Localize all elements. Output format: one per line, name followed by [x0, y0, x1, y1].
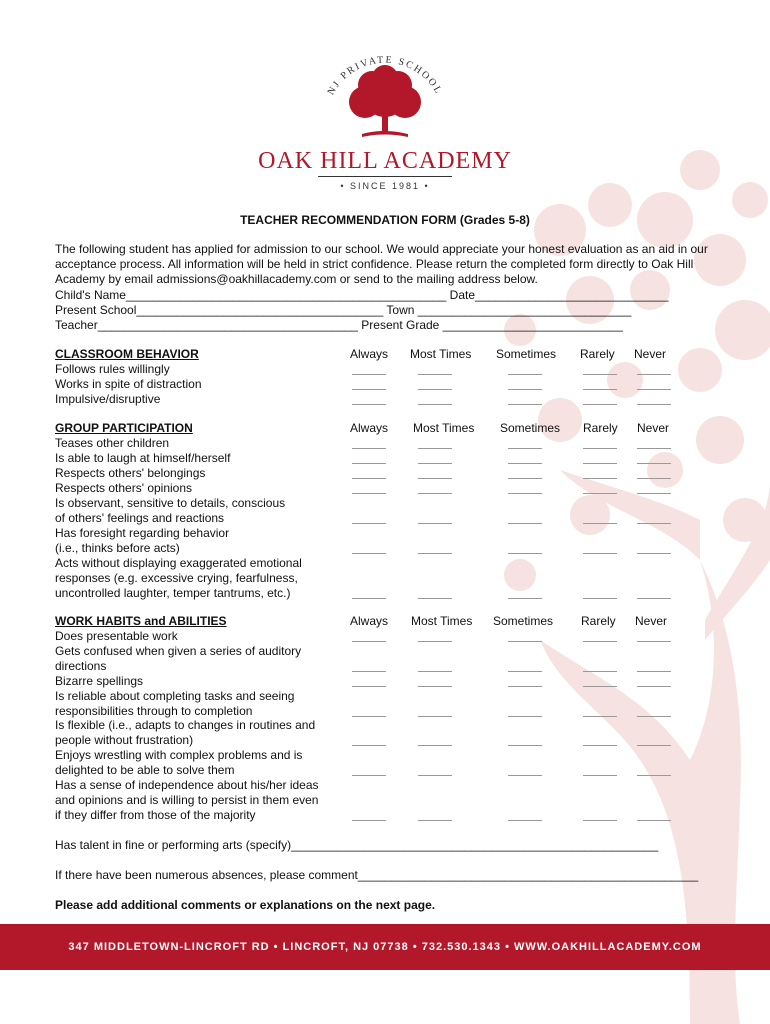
col-most-times: Most Times: [413, 421, 475, 435]
criterion: Is flexible (i.e., adapts to changes in routines and people without frustration): [55, 718, 316, 747]
school-since: • SINCE 1981 •: [340, 181, 430, 191]
footer-address: 347 MIDDLETOWN-LINCROFT RD • LINCROFT, NJ 07738 • 732.530.1343 • WWW.OAKHILLACADEMY.COM: [68, 941, 702, 953]
rating-blank[interactable]: [352, 493, 386, 494]
rating-blank[interactable]: [637, 523, 671, 524]
rating-blank[interactable]: [418, 598, 452, 599]
rating-blank[interactable]: [508, 404, 542, 405]
rating-blank[interactable]: [637, 389, 671, 390]
rating-blank[interactable]: [508, 716, 542, 717]
rating-blank[interactable]: [352, 389, 386, 390]
rating-blank[interactable]: [508, 775, 542, 776]
rating-blank[interactable]: [583, 448, 617, 449]
col-sometimes: Sometimes: [493, 614, 554, 628]
child-name-field[interactable]: Child's Name________________________________________________ Date_____________________________: [55, 288, 669, 302]
intro-paragraph: The following student has applied for admission to our school. We would appreciate your honest evaluation as an aid in our acceptance process. All information will be held in strict confidence. Please return the completed form directly to Oak Hill Academy by email admissions@oakhillacademy.com or send to the mailing address below.: [55, 242, 708, 286]
rating-blank[interactable]: [637, 374, 671, 375]
rating-blank[interactable]: [637, 716, 671, 717]
rating-blank[interactable]: [418, 553, 452, 554]
rating-blank[interactable]: [508, 389, 542, 390]
rating-blank[interactable]: [508, 745, 542, 746]
logo-arc-text: NJ PRIVATE SCHOOL: [325, 54, 445, 98]
criterion: Gets confused when given a series of auditory directions: [55, 644, 302, 673]
rating-blank[interactable]: [583, 374, 617, 375]
rating-blank[interactable]: [418, 448, 452, 449]
rating-blank[interactable]: [508, 553, 542, 554]
rating-blank[interactable]: [352, 404, 386, 405]
form-title: TEACHER RECOMMENDATION FORM (Grades 5-8): [240, 213, 530, 227]
criterion: Teases other children: [55, 436, 170, 450]
col-sometimes: Sometimes: [496, 347, 557, 361]
criterion: Works in spite of distraction: [55, 377, 202, 391]
rating-blank[interactable]: [352, 553, 386, 554]
rating-blank[interactable]: [508, 686, 542, 687]
rating-blank[interactable]: [418, 671, 452, 672]
rating-blank[interactable]: [508, 448, 542, 449]
rating-blank[interactable]: [583, 671, 617, 672]
rating-blank[interactable]: [583, 553, 617, 554]
rating-blank[interactable]: [352, 686, 386, 687]
rating-blank[interactable]: [418, 493, 452, 494]
logo-tree-icon: [300, 40, 470, 150]
rating-blank[interactable]: [583, 716, 617, 717]
rating-blank[interactable]: [418, 775, 452, 776]
col-always: Always: [350, 347, 389, 361]
rating-blank[interactable]: [418, 463, 452, 464]
rating-blank[interactable]: [352, 478, 386, 479]
rating-blank[interactable]: [583, 820, 617, 821]
teacher-field[interactable]: Teacher_______________________________________ Present Grade ___________________________: [55, 318, 623, 332]
rating-blank[interactable]: [508, 493, 542, 494]
rating-blank[interactable]: [508, 478, 542, 479]
col-most-times: Most Times: [411, 614, 473, 628]
closing-note: Please add additional comments or explanations on the next page.: [55, 898, 436, 912]
school-name: OAK HILL ACADEMY: [258, 148, 512, 174]
rating-blank[interactable]: [418, 820, 452, 821]
rating-blank[interactable]: [418, 716, 452, 717]
rating-blank[interactable]: [352, 448, 386, 449]
criterion: Has a sense of independence about his/her ideas and opinions and is willing to persist in them even if they differ from those of the majority: [55, 778, 319, 822]
rating-blank[interactable]: [508, 820, 542, 821]
criterion: Respects others' opinions: [55, 481, 193, 495]
rating-blank[interactable]: [508, 374, 542, 375]
col-never: Never: [634, 347, 667, 361]
rating-blank[interactable]: [352, 641, 386, 642]
rating-blank[interactable]: [352, 820, 386, 821]
rating-blank[interactable]: [637, 745, 671, 746]
section-title-group-participation: GROUP PARTICIPATION: [55, 421, 193, 435]
rating-blank[interactable]: [583, 389, 617, 390]
rating-blank[interactable]: [583, 641, 617, 642]
rating-blank[interactable]: [352, 374, 386, 375]
criterion: Acts without displaying exaggerated emotional responses (e.g. excessive crying, fearfulness, uncontrolled laughter, temper tantrums, etc.): [55, 556, 302, 600]
rating-blank[interactable]: [637, 448, 671, 449]
rating-blank[interactable]: [637, 553, 671, 554]
rating-blank[interactable]: [583, 745, 617, 746]
criterion: Does presentable work: [55, 629, 178, 643]
rating-blank[interactable]: [508, 598, 542, 599]
rating-blank[interactable]: [637, 775, 671, 776]
col-always: Always: [350, 614, 389, 628]
rating-blank[interactable]: [508, 463, 542, 464]
rating-blank[interactable]: [508, 641, 542, 642]
rating-blank[interactable]: [637, 598, 671, 599]
rating-blank[interactable]: [637, 493, 671, 494]
rating-blank[interactable]: [637, 820, 671, 821]
rating-blank[interactable]: [583, 686, 617, 687]
rating-blank[interactable]: [583, 493, 617, 494]
rating-blank[interactable]: [352, 716, 386, 717]
rating-blank[interactable]: [583, 775, 617, 776]
rating-blank[interactable]: [583, 463, 617, 464]
criterion: Impulsive/disruptive: [55, 392, 161, 406]
rating-blank[interactable]: [352, 671, 386, 672]
col-sometimes: Sometimes: [500, 421, 561, 435]
criterion: Has foresight regarding behavior (i.e., thinks before acts): [55, 526, 230, 555]
section-title-classroom-behavior: CLASSROOM BEHAVIOR: [55, 347, 199, 361]
col-never: Never: [635, 614, 668, 628]
rating-blank[interactable]: [418, 641, 452, 642]
rating-blank[interactable]: [508, 523, 542, 524]
rating-blank[interactable]: [418, 686, 452, 687]
rating-blank[interactable]: [583, 478, 617, 479]
col-never: Never: [637, 421, 670, 435]
criterion: Is observant, sensitive to details, conscious of others' feelings and reactions: [55, 496, 286, 525]
rating-blank[interactable]: [637, 404, 671, 405]
rating-blank[interactable]: [418, 523, 452, 524]
criterion: Follows rules willingly: [55, 362, 170, 376]
rating-blank[interactable]: [418, 389, 452, 390]
rating-blank[interactable]: [352, 745, 386, 746]
criterion: Bizarre spellings: [55, 674, 144, 688]
absence-prompt[interactable]: If there have been numerous absences, please comment___________________________________________________: [55, 868, 699, 882]
rating-blank[interactable]: [352, 598, 386, 599]
rating-blank[interactable]: [418, 404, 452, 405]
rating-blank[interactable]: [583, 404, 617, 405]
present-school-field[interactable]: Present School_____________________________________ Town ________________________________: [55, 303, 632, 317]
col-always: Always: [350, 421, 389, 435]
col-rarely: Rarely: [580, 347, 615, 361]
rating-blank[interactable]: [637, 463, 671, 464]
rating-blank[interactable]: [352, 523, 386, 524]
rating-blank[interactable]: [637, 641, 671, 642]
col-rarely: Rarely: [581, 614, 616, 628]
criterion: Respects others' belongings: [55, 466, 206, 480]
col-most-times: Most Times: [410, 347, 472, 361]
criterion: Enjoys wrestling with complex problems and is delighted to be able to solve them: [55, 748, 303, 777]
rating-blank[interactable]: [418, 745, 452, 746]
section-title-work-habits: WORK HABITS and ABILITIES: [55, 614, 227, 628]
rating-blank[interactable]: [352, 463, 386, 464]
rating-blank[interactable]: [508, 671, 542, 672]
rating-blank[interactable]: [583, 523, 617, 524]
col-rarely: Rarely: [583, 421, 618, 435]
rating-blank[interactable]: [418, 374, 452, 375]
rating-blank[interactable]: [637, 671, 671, 672]
rating-blank[interactable]: [352, 775, 386, 776]
brand-divider: [318, 176, 452, 177]
rating-blank[interactable]: [583, 598, 617, 599]
talent-prompt[interactable]: Has talent in fine or performing arts (specify)_______________________________________________________: [55, 838, 659, 852]
criterion: Is able to laugh at himself/herself: [55, 451, 231, 465]
rating-blank[interactable]: [637, 478, 671, 479]
rating-blank[interactable]: [637, 686, 671, 687]
footer-bar: [0, 924, 770, 970]
criterion: Is reliable about completing tasks and seeing responsibilities through to completion: [55, 689, 295, 718]
rating-blank[interactable]: [418, 478, 452, 479]
